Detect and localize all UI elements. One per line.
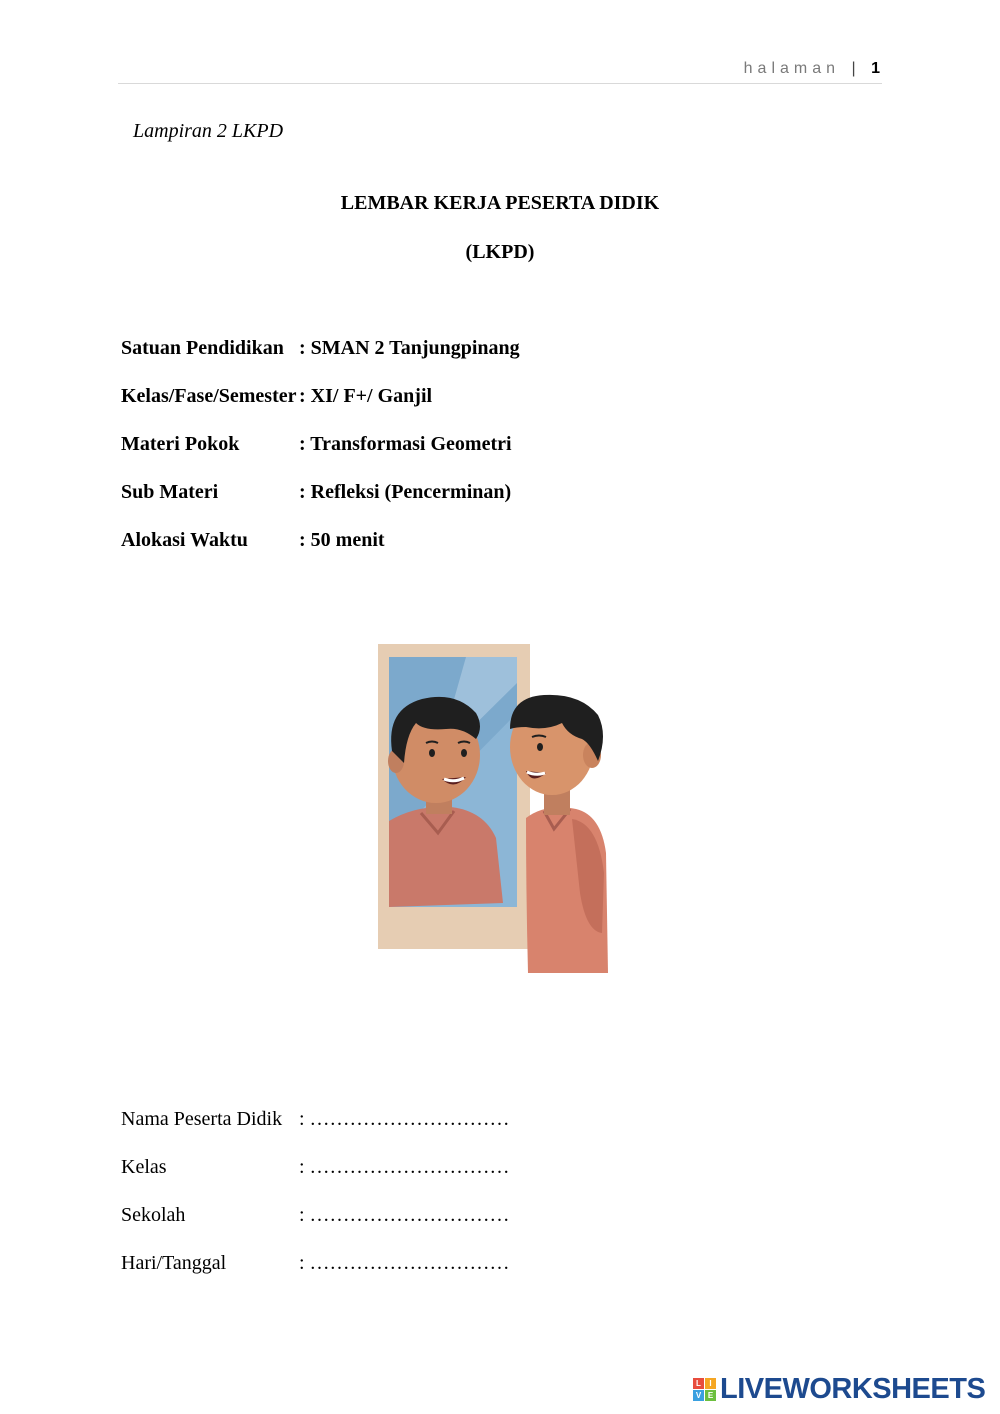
header-separator: | xyxy=(851,60,856,77)
form-row-sekolah[interactable] xyxy=(121,1204,510,1227)
header-label: halaman xyxy=(743,60,841,77)
form-blank[interactable]: : ………………………… xyxy=(299,1252,510,1274)
page-number: 1 xyxy=(871,60,880,77)
form-row-nama-peserta-didik[interactable] xyxy=(121,1108,510,1131)
logo-letter: E xyxy=(705,1390,716,1401)
form-label: Kelas xyxy=(121,1156,167,1178)
form-blank[interactable]: : ………………………… xyxy=(299,1204,510,1226)
form-label: Nama Peserta Didik xyxy=(121,1108,283,1130)
info-value: : Transformasi Geometri xyxy=(299,433,512,455)
info-label: Materi Pokok xyxy=(121,433,240,455)
info-value: : SMAN 2 Tanjungpinang xyxy=(299,337,520,359)
form-blank[interactable]: : ………………………… xyxy=(299,1108,510,1130)
logo-letter: L xyxy=(693,1378,704,1389)
liveworksheets-logo-icon xyxy=(693,1378,716,1401)
document-title: LEMBAR KERJA PESERTA DIDIK xyxy=(340,192,660,214)
form-row-kelas[interactable] xyxy=(121,1156,510,1179)
info-row-materi-pokok xyxy=(121,433,512,456)
info-label: Kelas/Fase/Semester xyxy=(121,385,297,407)
header-divider xyxy=(118,83,882,84)
info-value: : XI/ F+/ Ganjil xyxy=(299,385,433,407)
info-value: : 50 menit xyxy=(299,529,385,551)
info-row-kelas-fase-semester xyxy=(121,385,432,408)
brand-name: LIVEWORKSHEETS xyxy=(720,1373,986,1405)
lampiran-label: Lampiran 2 LKPD xyxy=(133,120,284,142)
info-row-satuan-pendidikan xyxy=(121,337,520,360)
info-row-alokasi-waktu xyxy=(121,529,385,552)
info-label: Alokasi Waktu xyxy=(121,529,248,551)
form-row-hari-tanggal[interactable] xyxy=(121,1252,510,1275)
form-label: Sekolah xyxy=(121,1204,186,1226)
form-label: Hari/Tanggal xyxy=(121,1252,227,1274)
info-row-sub-materi xyxy=(121,481,511,504)
mirror-reflection-illustration xyxy=(376,643,616,975)
page-header xyxy=(744,60,880,78)
document-subtitle: (LKPD) xyxy=(465,241,535,263)
info-label: Satuan Pendidikan xyxy=(121,337,284,359)
logo-letter: V xyxy=(693,1390,704,1401)
liveworksheets-brand[interactable] xyxy=(693,1373,985,1406)
info-value: : Refleksi (Pencerminan) xyxy=(299,481,512,503)
form-blank[interactable]: : ………………………… xyxy=(299,1156,510,1178)
info-label: Sub Materi xyxy=(121,481,219,503)
logo-letter: I xyxy=(705,1378,716,1389)
